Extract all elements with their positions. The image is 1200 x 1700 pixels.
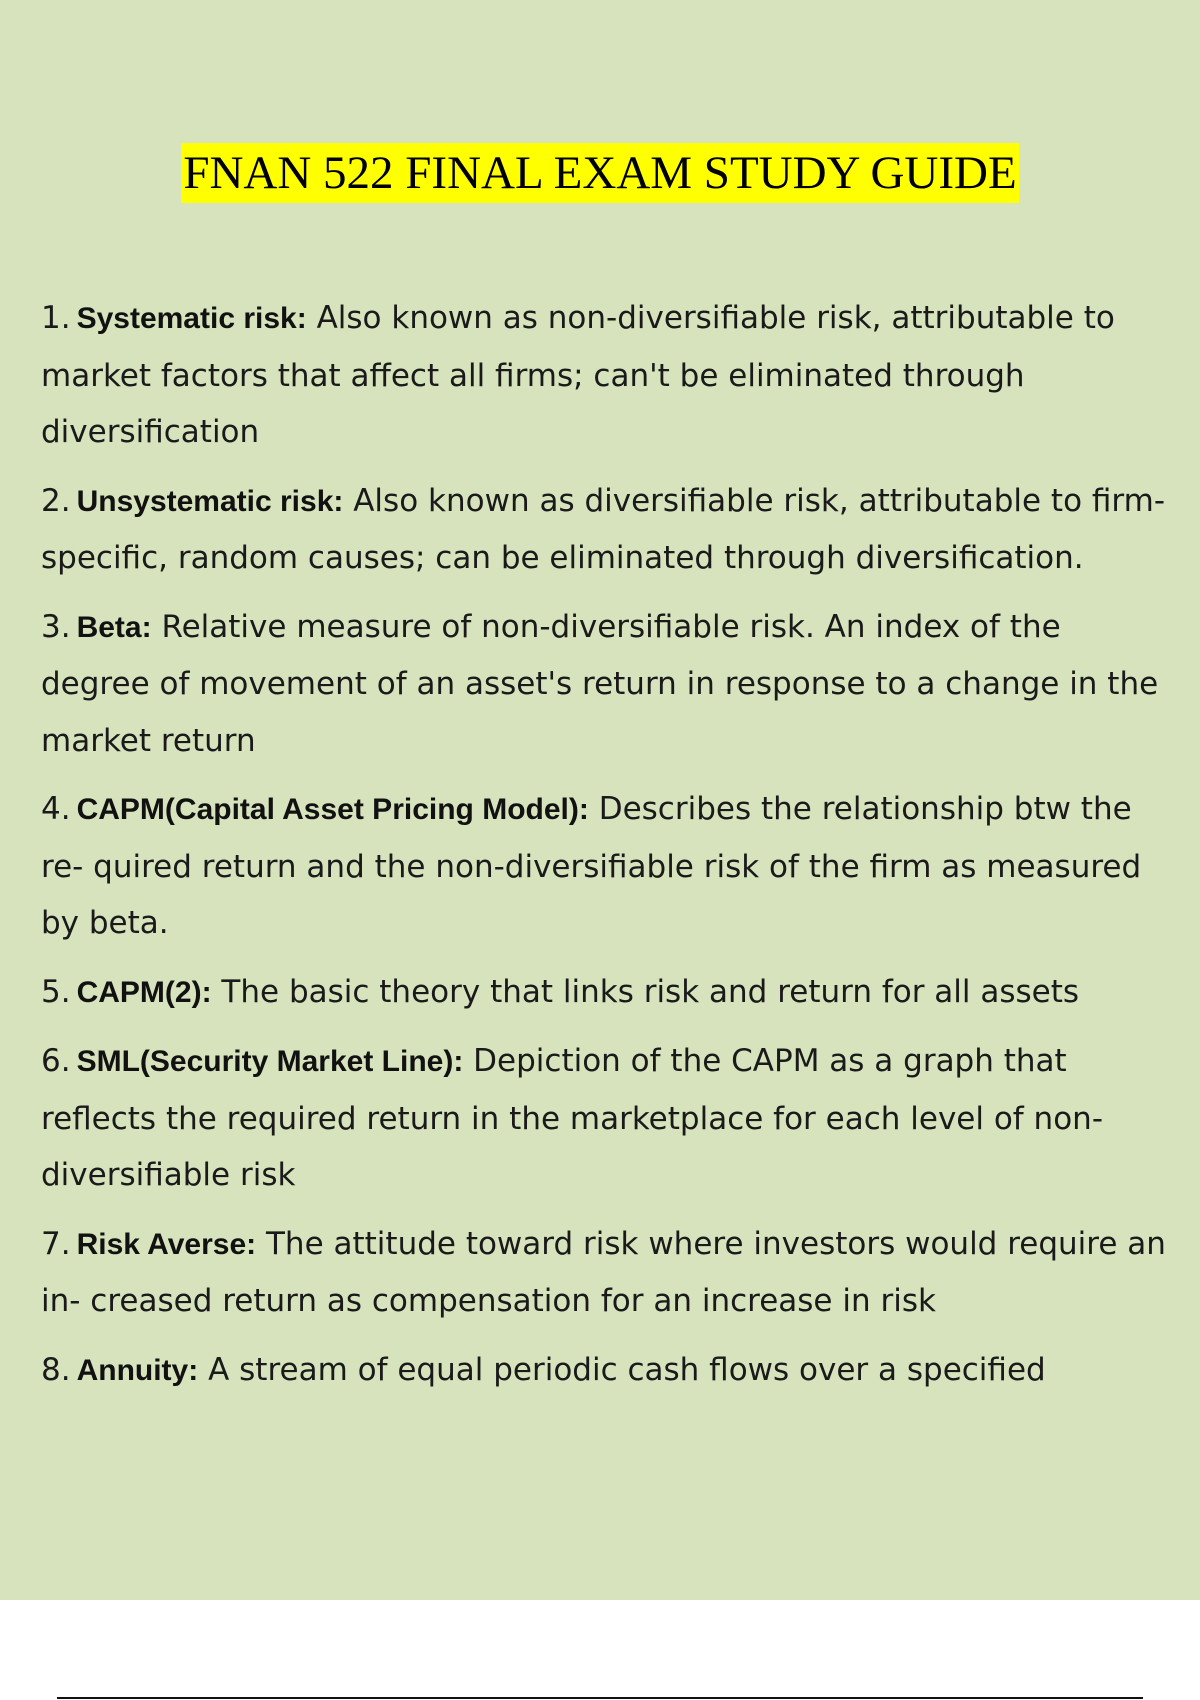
item-term: Risk Averse: <box>76 1227 257 1261</box>
item-number: 5. <box>41 973 71 1010</box>
item-definition: Also known as diversifiable risk, attributable to firm-specific, random causes; can be eliminated through diversification. <box>41 482 1166 576</box>
title-container <box>0 143 1200 203</box>
item-definition: The basic theory that links risk and return for all assets <box>211 973 1080 1010</box>
item-number: 7. <box>41 1225 71 1262</box>
item-term: CAPM(2): <box>76 975 212 1009</box>
item-term: Annuity: <box>76 1353 199 1387</box>
item-number: 4. <box>41 791 71 827</box>
item-definition: Also known as non-diversifiable risk, attributable to market factors that affect all firms; can't be eliminated through diversification <box>41 300 1115 450</box>
item-term: Beta: <box>76 610 152 644</box>
item-number: 6. <box>41 1043 71 1079</box>
item-term: Unsystematic risk: <box>76 484 344 518</box>
list-item <box>41 781 1166 952</box>
item-definition: Relative measure of non-diversifiable risk. An index of the degree of movement of an asset's return in response to a change in the market return <box>41 608 1159 759</box>
item-definition: Describes the relationship btw the re- quired return and the non-diversifiable risk of the firm as measured by beta. <box>41 791 1142 941</box>
item-definition: Depiction of the CAPM as a graph that reflects the required return in the marketplace for each level of non-diversifiable risk <box>41 1043 1104 1193</box>
footer-divider <box>57 1697 1143 1699</box>
list-item <box>41 964 1166 1022</box>
list-item <box>41 599 1166 770</box>
item-number: 8. <box>41 1351 71 1388</box>
item-definition: The attitude toward risk where investors would require an in- creased return as compensation for an increase in risk <box>41 1225 1166 1319</box>
list-item <box>41 1216 1166 1330</box>
item-term: CAPM(Capital Asset Pricing Model): <box>76 793 589 826</box>
list-item <box>41 473 1166 587</box>
list-item <box>41 1342 1166 1400</box>
definitions-list <box>41 290 1166 1411</box>
item-number: 1. <box>41 300 71 336</box>
item-number: 3. <box>41 608 71 645</box>
list-item <box>41 1033 1166 1204</box>
list-item <box>41 290 1166 461</box>
page-title: FNAN 522 FINAL EXAM STUDY GUIDE <box>181 143 1018 203</box>
item-term: SML(Security Market Line): <box>76 1045 464 1078</box>
item-number: 2. <box>41 482 71 519</box>
item-definition: A stream of equal periodic cash flows over a specified <box>198 1351 1046 1388</box>
item-term: Systematic risk: <box>76 302 307 335</box>
